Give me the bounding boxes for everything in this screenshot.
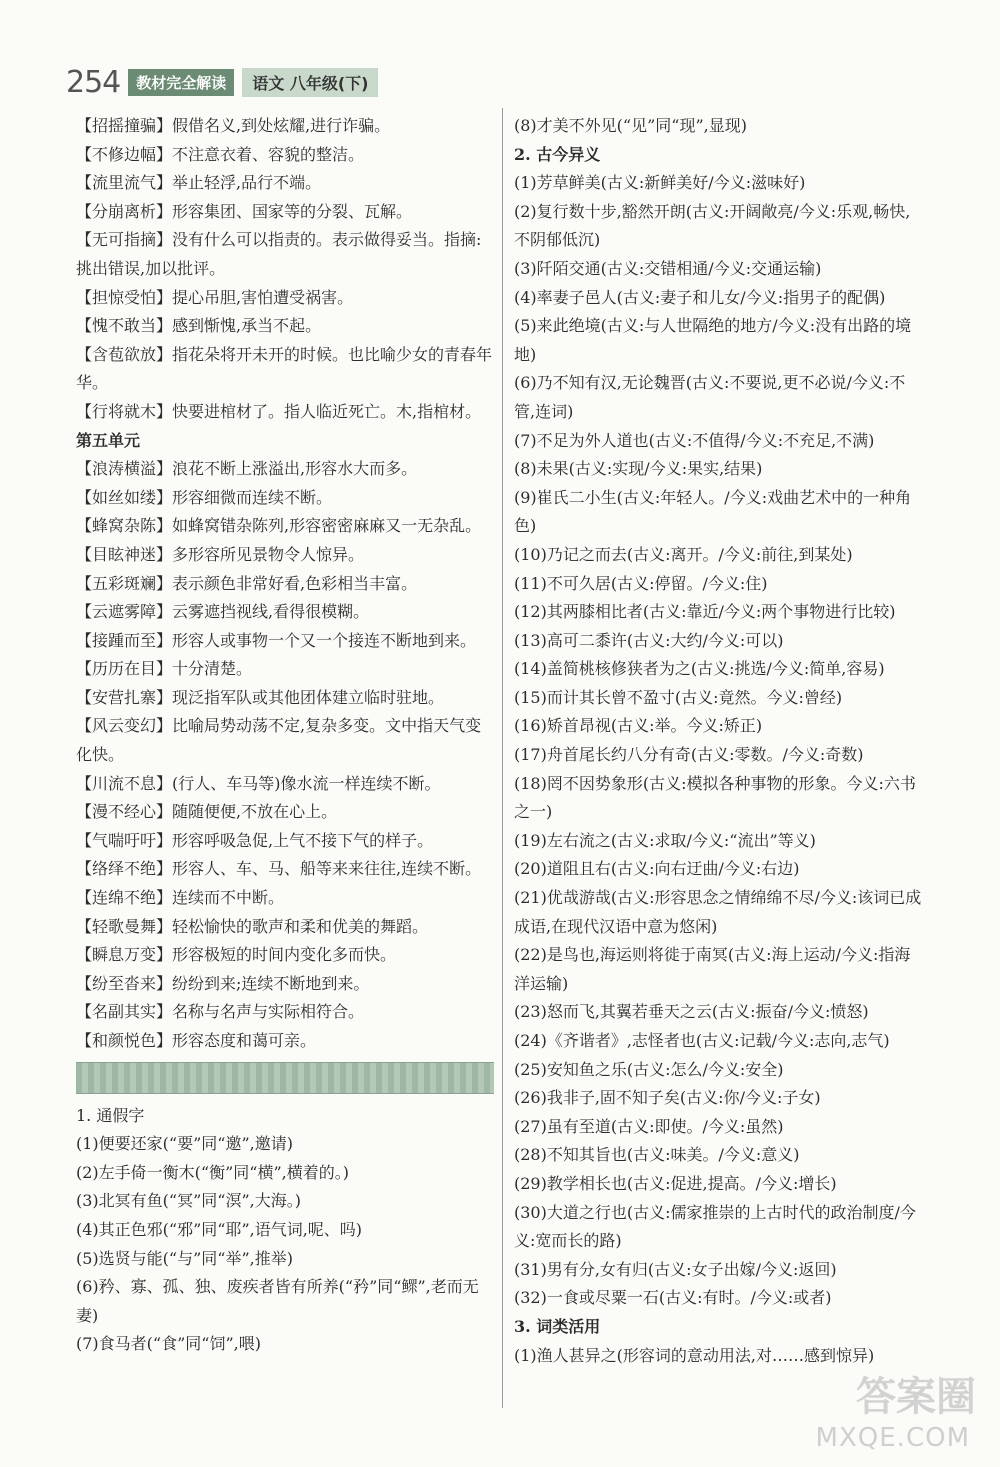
- list-item: (15)而计其长曾不盈寸(古义:竟然。今义:曾经): [514, 687, 843, 707]
- list-item: 【瞬息万变】形容极短的时间内变化多而快。: [76, 945, 397, 965]
- list-item: (2)复行数十步,豁然开朗(古义:开阔敞亮/今义:乐观,畅快,不阴郁低沉): [514, 201, 911, 250]
- list-item: 【如丝如缕】形容细微而连续不断。: [76, 487, 333, 507]
- section-banner: [76, 1062, 494, 1094]
- list-item: (3)阡陌交通(古义:交错相通/今义:交通运输): [514, 258, 822, 278]
- list-item: (28)不知其旨也(古义:味美。/今义:意义): [514, 1145, 800, 1165]
- list-item: 【流里流气】举止轻浮,品行不端。: [76, 173, 322, 193]
- list-item: 【浪涛横溢】浪花不断上涨溢出,形容水大而多。: [76, 459, 418, 479]
- list-item: 【招摇撞骗】假借名义,到处炫耀,进行诈骗。: [76, 116, 391, 135]
- list-item: (24)《齐谐者》,志怪者也(古义:记载/今义:志向,志气): [514, 1031, 890, 1050]
- list-item: 1. 通假字: [76, 1105, 145, 1125]
- list-item: (23)怒而飞,其翼若垂天之云(古义:振奋/今义:愤怒): [514, 1002, 869, 1022]
- list-item: 【蜂窝杂陈】如蜂窝错杂陈列,形容密密麻麻又一无杂乱。: [76, 516, 482, 536]
- list-item: (14)盖简桃核修狭者为之(古义:挑选/今义:简单,容易): [514, 659, 885, 679]
- list-item: 【分崩离析】形容集团、国家等的分裂、瓦解。: [76, 201, 413, 221]
- heading-gujin: 2. 古今异义: [514, 144, 601, 164]
- left-column: [76, 112, 494, 1359]
- list-item: (11)不可久居(古义:停留。/今义:住): [514, 573, 768, 593]
- list-item: (16)矫首昂视(古义:举。今义:矫正): [514, 716, 763, 736]
- list-item: (2)左手倚一衡木(“衡”同“横”,横着的。): [76, 1162, 349, 1182]
- list-item: 【接踵而至】形容人或事物一个又一个接连不断地到来。: [76, 630, 477, 650]
- list-item: (29)教学相长也(古义:促进,提高。/今义:增长): [514, 1173, 837, 1193]
- list-item: (32)一食或尽粟一石(古义:有时。/今义:或者): [514, 1288, 832, 1308]
- list-item: 【历历在目】十分清楚。: [76, 659, 253, 679]
- list-item: (8)才美不外见(“见”同“现”,显现): [514, 116, 747, 135]
- list-item: 【云遮雾障】云雾遮挡视线,看得很模糊。: [76, 602, 370, 622]
- list-item: 【行将就木】快要进棺材了。指人临近死亡。木,指棺材。: [76, 401, 482, 421]
- list-item: (21)优哉游哉(古义:形容思念之情绵绵不尽/今义:该词已成成语,在现代汉语中意为悠闲): [514, 888, 922, 936]
- column-divider: [502, 108, 503, 1408]
- page-number: 254: [66, 64, 121, 100]
- list-item: (26)我非子,固不知子矣(古义:你/今义:子女): [514, 1088, 821, 1108]
- list-item: (30)大道之行也(古义:儒家推崇的上古时代的政治制度/今义:宽而长的路): [514, 1202, 916, 1251]
- list-item: (1)芳草鲜美(古义:新鲜美好/今义:滋味好): [514, 173, 806, 193]
- list-item: (4)其正色邪(“邪”同“耶”,语气词,呢、吗): [76, 1219, 363, 1239]
- list-item: 【纷至沓来】纷纷到来;连续不断地到来。: [76, 973, 370, 993]
- heading-cilei: 3. 词类活用: [514, 1316, 601, 1336]
- list-item: 【含苞欲放】指花朵将开未开的时候。也比喻少女的青春年华。: [76, 344, 493, 393]
- list-item: (4)率妻子邑人(古义:妻子和儿女/今义:指男子的配偶): [514, 287, 886, 307]
- list-item: 【安营扎寨】现泛指军队或其他团体建立临时驻地。: [76, 687, 445, 707]
- list-item: 【担惊受怕】提心吊胆,害怕遭受祸害。: [76, 287, 354, 307]
- list-item: (17)舟首尾长约八分有奇(古义:零数。/今义:奇数): [514, 745, 864, 765]
- list-item: 【络绎不绝】形容人、车、马、船等来来往往,连续不断。: [76, 859, 482, 879]
- list-item: (6)乃不知有汉,无论魏晋(古义:不要说,更不必说/今义:不管,连词): [514, 373, 906, 421]
- list-item: 【和颜悦色】形容态度和蔼可亲。: [76, 1031, 317, 1050]
- subject-title: 语文 八年级(下): [242, 68, 378, 97]
- list-item: 【不修边幅】不注意衣着、容貌的整洁。: [76, 144, 365, 164]
- list-item: (10)乃记之而去(古义:离开。/今义:前往,到某处): [514, 544, 853, 564]
- list-item: (7)不足为外人道也(古义:不值得/今义:不充足,不满): [514, 430, 875, 450]
- idiom-list-a: [76, 112, 494, 427]
- watermark-logo: 答案圈: [856, 1374, 976, 1420]
- series-title: 教材完全解读: [128, 69, 234, 96]
- list-item: 【漫不经心】随随便便,不放在心上。: [76, 802, 338, 822]
- tongjia-list-cont: [514, 112, 926, 141]
- list-item: 【轻歌曼舞】轻松愉快的歌声和柔和优美的舞蹈。: [76, 916, 429, 936]
- page-header: [66, 62, 378, 102]
- list-item: (22)是鸟也,海运则将徙于南冥(古义:海上运动/今义:指海洋运输): [514, 945, 911, 993]
- list-item: (18)罔不因势象形(古义:模拟各种事物的形象。今义:六书之一): [514, 773, 916, 822]
- list-item: 【连绵不绝】连续而不中断。: [76, 888, 285, 908]
- list-item: (7)食马者(“食”同“饲”,喂): [76, 1334, 261, 1354]
- list-item: 【名副其实】名称与名声与实际相符合。: [76, 1002, 365, 1022]
- list-item: (25)安知鱼之乐(古义:怎么/今义:安全): [514, 1059, 784, 1079]
- gujin-list: [514, 169, 926, 1313]
- list-item: (3)北冥有鱼(“冥”同“溟”,大海。): [76, 1191, 301, 1211]
- list-item: (5)来此绝境(古义:与人世隔绝的地方/今义:没有出路的境地): [514, 316, 912, 364]
- list-item: (6)矜、寡、孤、独、废疾者皆有所养(“矜”同“鳏”,老而无妻): [76, 1277, 479, 1325]
- list-item: 【愧不敢当】感到惭愧,承当不起。: [76, 316, 322, 336]
- tongjia-list: [76, 1102, 494, 1359]
- list-item: (1)便要还家(“要”同“邀”,邀请): [76, 1134, 293, 1154]
- list-item: 【无可指摘】没有什么可以指责的。表示做得妥当。指摘:挑出错误,加以批评。: [76, 230, 482, 278]
- list-item: (1)渔人甚异之(形容词的意动用法,对……感到惊异): [514, 1345, 875, 1365]
- watermark: [786, 1365, 976, 1455]
- list-item: (5)选贤与能(“与”同“举”,推举): [76, 1248, 293, 1268]
- list-item: (20)道阻且右(古义:向右迂曲/今义:右边): [514, 859, 800, 879]
- list-item: 【五彩斑斓】表示颜色非常好看,色彩相当丰富。: [76, 573, 418, 593]
- list-item: 【气喘吁吁】形容呼吸急促,上气不接下气的样子。: [76, 830, 434, 850]
- watermark-url: MXQE.COM: [815, 1423, 970, 1453]
- list-item: (27)虽有至道(古义:即使。/今义:虽然): [514, 1116, 784, 1136]
- list-item: (31)男有分,女有归(古义:女子出嫁/今义:返回): [514, 1259, 837, 1279]
- idiom-list-b: [76, 455, 494, 1055]
- list-item: (13)高可二黍许(古义:大约/今义:可以): [514, 630, 784, 650]
- list-item: 【川流不息】(行人、车马等)像水流一样连续不断。: [76, 773, 441, 793]
- list-item: 【风云变幻】比喻局势动荡不定,复杂多变。文中指天气变化快。: [76, 716, 482, 765]
- list-item: (19)左右流之(古义:求取/今义:“流出”等义): [514, 830, 816, 850]
- list-item: (8)未果(古义:实现/今义:果实,结果): [514, 459, 763, 479]
- list-item: 【目眩神迷】多形容所见景物令人惊异。: [76, 544, 365, 564]
- list-item: (9)崔氏二小生(古义:年轻人。/今义:戏曲艺术中的一种角色): [514, 487, 912, 536]
- section-heading: 第五单元: [76, 430, 141, 450]
- list-item: (12)其两膝相比者(古义:靠近/今义:两个事物进行比较): [514, 602, 896, 622]
- right-column: [514, 112, 926, 1370]
